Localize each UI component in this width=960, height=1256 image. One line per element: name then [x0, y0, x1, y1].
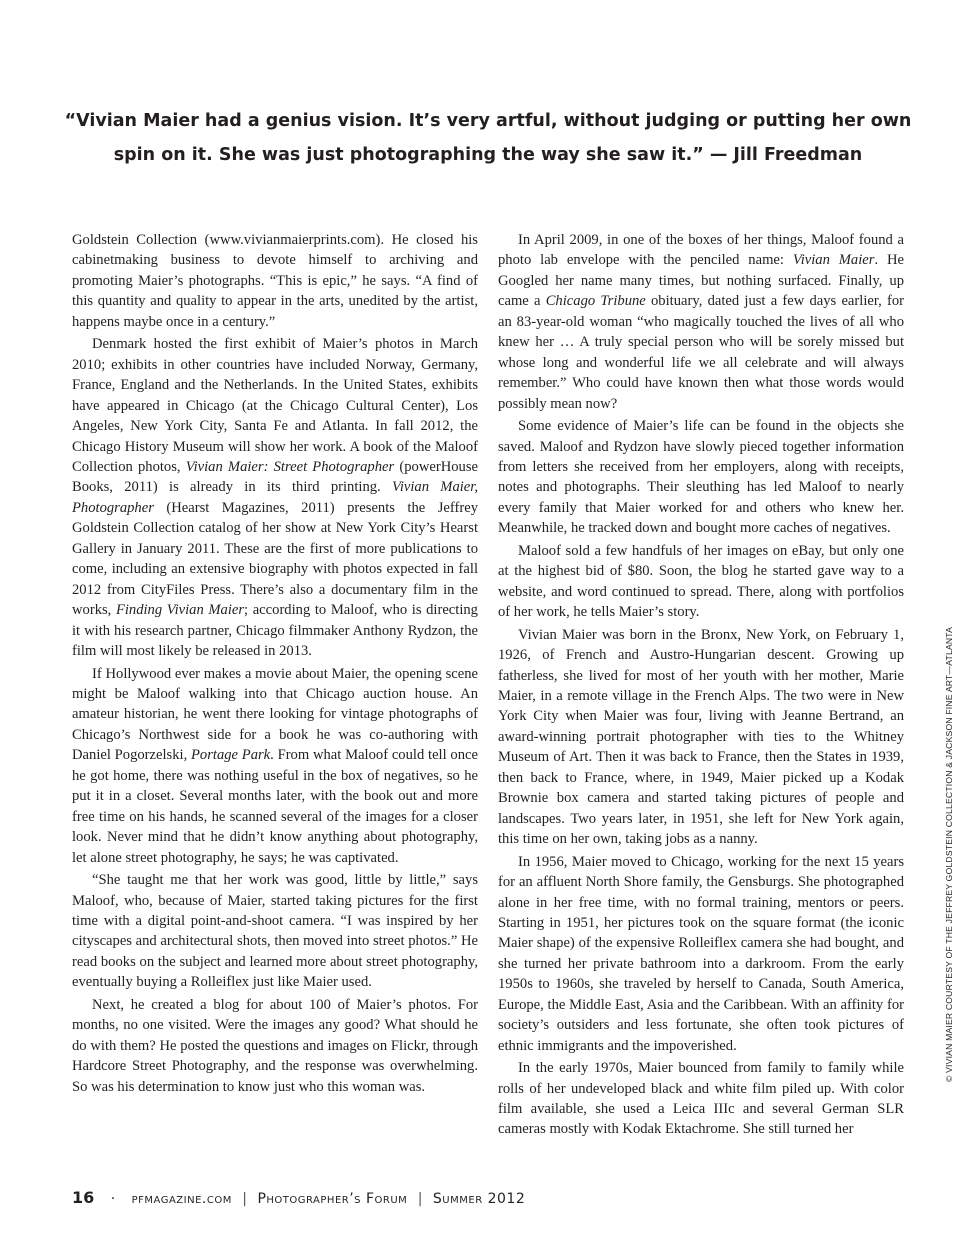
page-number: 16	[72, 1188, 95, 1207]
paragraph-text: obituary, dated just a few days earlier, for an 83-year-old woman “who magically touched the lives of all who knew her … A truly special person who will be sorely missed but whose long and wonderful life we all celebrate and will always remember.” Who could have known then what those words would possibly mean now?	[498, 293, 905, 412]
article-paragraph	[498, 625, 904, 850]
paragraph-text: (Hearst Magazines, 2011) presents the Jeffrey Goldstein Collection catalog of her show at New York City’s Hearst Gallery in January 2011. These are the first of more publications to come, including an extensive biography with photos expected in fall 2012 from CityFiles Press. There’s also a documentary film in the works,	[72, 499, 478, 619]
paragraph-text: . From what Maloof could tell once he got home, there was nothing useful in the box of negatives, so he put it in a closet. Several months later, with the book out and more free time on his hands, he scanned several of the images for a closer look. Never mind that he didn’t know anything about photography, let alone street photography, he says; he was captivated.	[72, 747, 478, 866]
paragraph-text: ; according to Maloof, who is directing it with his research partner, Chicago filmmaker Anthony Rydzon, the film will most likely be released in 2013.	[72, 602, 478, 660]
footer-publication: Photographer’s Forum	[257, 1191, 408, 1207]
italic-title: Vivian Maier	[792, 252, 875, 269]
paragraph-text: . He Googled her name many times, but nothing surfaced. Finally, up came a	[498, 252, 904, 310]
article-paragraph	[498, 230, 904, 414]
photo-credit: © VIVIAN MAIER COURTESY OF THE JEFFREY GOLDSTEIN COLLECTION & JACKSON FINE ART—ATLANTA	[944, 626, 954, 1082]
paragraph-text: Goldstein Collection (www.vivianmaierprints.com). He closed his cabinetmaking business to devote himself to archiving and promoting Maier’s photographs. “This is epic,” he says. “A find of this quantity and quality to appear in the arts, unedited by the artist, happens maybe once in a century.”	[72, 232, 478, 330]
footer-website: pfmagazine.com	[131, 1191, 232, 1207]
italic-title: Vivian Maier, Photographer	[72, 479, 478, 516]
page-footer	[72, 1188, 525, 1207]
article-paragraph	[72, 334, 478, 661]
paragraph-text: (powerHouse Books, 2011) is already in its third printing.	[72, 458, 478, 496]
article-paragraph	[72, 230, 478, 332]
paragraph-text: In 1956, Maier moved to Chicago, working for the next 15 years for an affluent North Shore family, the Gensburgs. She photographed alone in her free time, with no formal training, mentors or peers. Starting in 1951, her pictures took on the square format (the iconic Maier shape) of the expensive Rolleiflex camera she had bought, and she turned her private bathroom into a darkroom. From the early 1950s to 1960s, she traveled by herself to Canada, South America, Europe, the Middle East, Asia and the Caribbean. With an affinity for society’s outsiders and less fortunate, she often took pictures of ethnic immigrants and the impoverished.	[498, 853, 904, 1054]
paragraph-text: “She taught me that her work was good, little by little,” says Maloof, who, because of Maier, started taking pictures for the first time with a digital point-and-shoot camera. “I was inspired by her cityscapes and architectural shots, then moved into street photos.” He read books on the subject and learned more about street photography, eventually buying a Rolleiflex just like Maier used.	[72, 872, 478, 991]
article-paragraph	[72, 995, 478, 1097]
italic-title: Finding Vivian Maier	[115, 602, 245, 619]
pull-quote: “Vivian Maier had a genius vision. It’s very artful, without judging or putting her own spin on it. She was just photographing the way she saw it.” — Jill Freedman	[64, 111, 912, 165]
right-column	[498, 230, 904, 1142]
paragraph-text: In April 2009, in one of the boxes of her things, Maloof found a photo lab envelope with the penciled name:	[498, 232, 904, 269]
article-paragraph	[498, 1058, 904, 1140]
paragraph-text: If Hollywood ever makes a movie about Maier, the opening scene might be Maloof walking into that Chicago auction house. An amateur historian, he went there looking for vintage photographs of Chicago’s Northwest side for a book he was co-authoring with Daniel Pogorzelski,	[72, 665, 478, 764]
italic-title: Chicago Tribune	[545, 293, 646, 310]
paragraph-text: Denmark hosted the first exhibit of Maier’s photos in March 2010; exhibits in other countries have included Norway, Germany, France, England and the Netherlands. In the United States, exhibits have appeared in Chicago (at the Chicago Cultural Center), Los Angeles, New York City, Santa Fe and Atlanta. In fall 2012, the Chicago History Museum will show her work. A book of the Maloof Collection photos,	[72, 336, 478, 475]
left-column	[72, 230, 478, 1099]
paragraph-text: In the early 1970s, Maier bounced from family to family while rolls of her undeveloped black and white film piled up. With color film available, she used a Leica IIIc and several German SLR cameras mostly with Kodak Ektachrome. She still turned her	[498, 1060, 904, 1138]
article-paragraph	[498, 852, 904, 1057]
article-paragraph	[72, 870, 478, 993]
italic-title: Vivian Maier: Street Photographer	[185, 458, 395, 475]
footer-separator: |	[242, 1191, 247, 1207]
footer-issue: Summer 2012	[432, 1191, 526, 1207]
article-paragraph	[498, 416, 904, 539]
article-paragraph	[498, 541, 904, 623]
paragraph-text: Next, he created a blog for about 100 of Maier’s photos. For months, no one visited. Were the images any good? What should he do with them? He posted the questions and images on Flickr, through Hardcore Street Photography, and the response was overwhelming. So was his determination to know just who this woman was.	[72, 996, 478, 1095]
article-paragraph	[72, 664, 478, 869]
italic-title: Portage Park	[191, 747, 271, 764]
paragraph-text: Vivian Maier was born in the Bronx, New York, on February 1, 1926, of French and Austro-Hungarian descent. Growing up fatherless, she lived for most of her youth with her mother, Marie Maier, in a remote village in the French Alps. The two were in New York City when Maier was four, living with Jeanne Bertrand, an award-winning portrait photographer with ties to the Whitney Museum of Art. Then it was back to France, then the States in 1939, then back to France, where, in 1949, Maier picked up a Kodak Brownie box camera and started taking pictures of people and landscapes. Two years later, in 1951, she left for New York again, this time on her own, taking jobs as a nanny.	[498, 626, 904, 848]
footer-separator: |	[417, 1191, 423, 1207]
paragraph-text: Maloof sold a few handfuls of her images on eBay, but only one at the highest bid of $80. Soon, the blog he started gave way to a website, and word continued to spread. There, along with portfolios of her work, he tells Maier’s story.	[498, 542, 904, 621]
footer-dot: ·	[110, 1191, 116, 1207]
paragraph-text: Some evidence of Maier’s life can be found in the objects she saved. Maloof and Rydzon have slowly pieced together information from letters she received from her employers, along with receipts, notes and photographs. Their sleuthing has led Maloof to nearly every family that Maier worked for and others who knew her. Meanwhile, he tracked down and bought more caches of negatives.	[498, 418, 904, 537]
